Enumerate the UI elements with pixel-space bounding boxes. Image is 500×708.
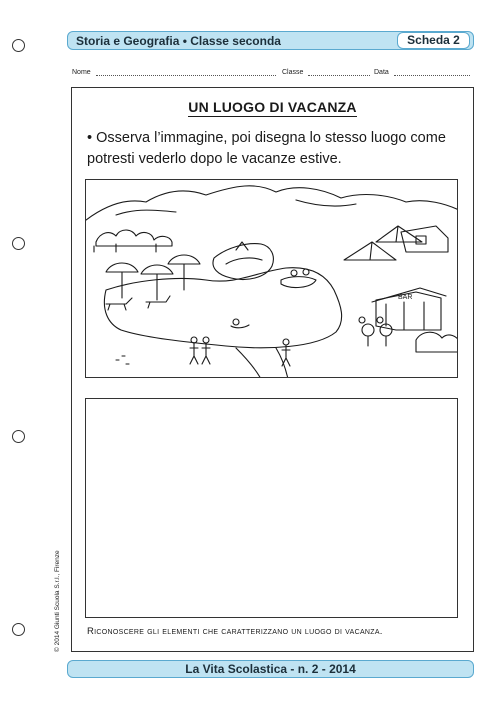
walker: [283, 339, 289, 345]
footer-bar: [67, 660, 474, 678]
tent: [344, 242, 396, 260]
beach-umbrella: [106, 263, 138, 298]
lake: [104, 268, 341, 348]
copyright-notice: © 2014 Giunti Scuola S.r.l., Firenze: [54, 550, 61, 652]
student-fields: [72, 69, 472, 79]
bushes: [416, 332, 458, 352]
date-line[interactable]: [394, 75, 470, 76]
binder-hole: [12, 430, 25, 443]
rock-island: [213, 244, 273, 280]
walker: [203, 337, 209, 343]
walker: [191, 337, 197, 343]
worksheet-title-text: UN LUOGO DI VACANZA: [188, 99, 357, 115]
tree-line: [96, 230, 172, 246]
name-line[interactable]: [96, 75, 276, 76]
instruction-text: • Osserva l’immagine, poi disegna lo stesso luogo come potresti vederlo dopo le vacanze estive.: [87, 130, 446, 167]
lake-scene-drawing: [86, 180, 458, 378]
binder-hole: [12, 623, 25, 636]
bar-sign: BAR: [398, 294, 413, 301]
swimmer: [233, 319, 239, 325]
class-label: Classe: [282, 69, 304, 76]
sun-lounger: [106, 298, 132, 310]
cafe-table: [362, 324, 374, 336]
drawing-area[interactable]: [85, 398, 458, 618]
name-label: Nome: [72, 69, 91, 76]
camper: [401, 226, 448, 252]
class-line[interactable]: [308, 75, 370, 76]
binder-hole: [12, 39, 25, 52]
binder-hole: [12, 237, 25, 250]
tent: [376, 226, 422, 242]
mountains: [86, 186, 458, 220]
sheet-number: Scheda 2: [397, 32, 470, 49]
beach-umbrella: [141, 265, 173, 300]
date-label: Data: [374, 69, 389, 76]
paddle-boat: [281, 277, 316, 288]
subject-label: Storia e Geografia • Classe seconda: [76, 34, 281, 48]
worksheet-title: [71, 99, 474, 115]
learning-objective: Riconoscere gli elementi che caratterizzano un luogo di vacanza.: [87, 626, 383, 637]
publication-label: La Vita Scolastica - n. 2 - 2014: [185, 662, 356, 676]
flowers: [116, 356, 129, 364]
sun-lounger: [146, 296, 170, 308]
vacation-illustration: [85, 179, 458, 378]
